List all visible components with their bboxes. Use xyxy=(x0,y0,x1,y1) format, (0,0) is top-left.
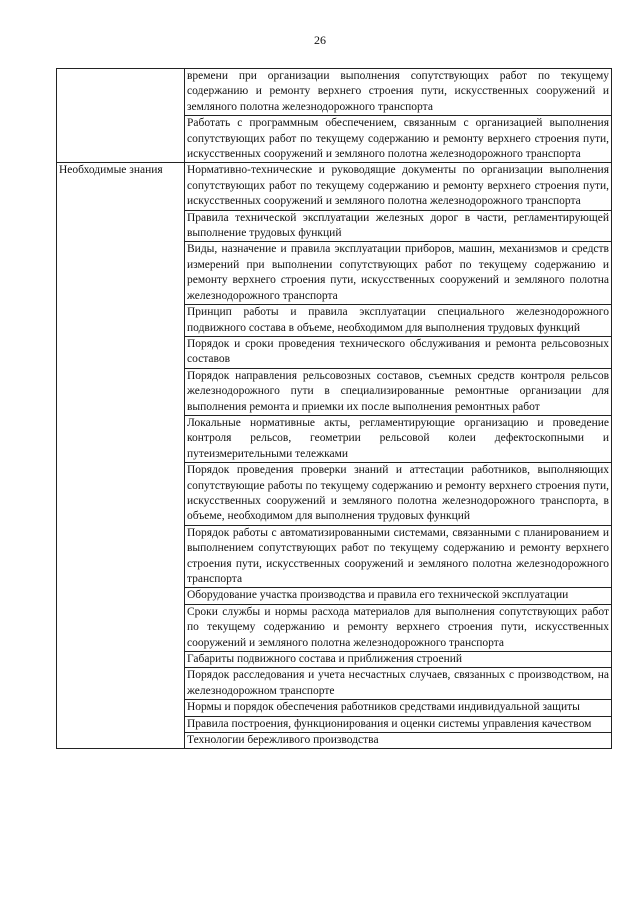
row-text: Порядок и сроки проведения технического обслуживания и ремонта рельсовозных составов xyxy=(185,336,612,368)
row-text: Правила технической эксплуатации железных дорог в части, регламентирующей выполнение трудовых функций xyxy=(185,210,612,242)
row-text: Принцип работы и правила эксплуатации специального железнодорожного подвижного состава в объеме, необходимом для выполнения трудовых функций xyxy=(185,305,612,337)
row-text: Сроки службы и нормы расхода материалов для выполнения сопутствующих работ по текущему содержанию и ремонту верхнего строения пути, искусственных сооружений и земляного полотна железнодорожного транспорта xyxy=(185,604,612,651)
row-text: Порядок направления рельсовозных составов, съемных средств контроля рельсов железнодорожного пути в специализированные ремонтные организации для выполнения ремонта и приемки их после выполнения ремонтных работ xyxy=(185,368,612,415)
row-text: Локальные нормативные акты, регламентирующие организацию и проведение контроля рельсов, геометрии рельсовой колеи дефектоскопными и путеизмерительными тележками xyxy=(185,415,612,462)
table-row xyxy=(57,69,612,116)
row-text: Порядок работы с автоматизированными системами, связанными с планированием и выполнением сопутствующих работ по текущему содержанию и ремонту верхнего строения пути, искусственных сооружений и земляного полотна железнодорожного транспорта xyxy=(185,525,612,588)
table-row xyxy=(57,163,612,210)
row-label xyxy=(57,69,185,163)
section-label-required-knowledge: Необходимые знания xyxy=(57,163,185,749)
row-text: Нормы и порядок обеспечения работников средствами индивидуальной защиты xyxy=(185,700,612,716)
knowledge-table xyxy=(56,68,612,749)
row-text: Работать с программным обеспечением, связанным с организацией выполнения сопутствующих работ по текущему содержанию и ремонту верхнего строения пути, искусственных сооружений и земляного полотна железнодорожного транспорта xyxy=(185,116,612,163)
row-text: Нормативно-технические и руководящие документы по организации выполнения сопутствующих работ по текущему содержанию и ремонту верхнего строения пути, искусственных сооружений и земляного полотна железнодорожного транспорта xyxy=(185,163,612,210)
row-text: Габариты подвижного состава и приближения строений xyxy=(185,652,612,668)
row-text: Виды, назначение и правила эксплуатации приборов, машин, механизмов и средств измерений при выполнении сопутствующих работ по текущему содержанию и ремонту верхнего строения пути, искусственных сооружений и земляного полотна железнодорожного транспорта xyxy=(185,242,612,305)
row-text: Технологии бережливого производства xyxy=(185,733,612,749)
row-text: Правила построения, функционирования и оценки системы управления качеством xyxy=(185,716,612,732)
row-text: времени при организации выполнения сопутствующих работ по текущему содержанию и ремонту верхнего строения пути, искусственных сооружений и земляного полотна железнодорожного транспорта xyxy=(185,69,612,116)
row-text: Оборудование участка производства и правила его технической эксплуатации xyxy=(185,588,612,604)
row-text: Порядок расследования и учета несчастных случаев, связанных с производством, на железнодорожном транспорте xyxy=(185,668,612,700)
page-number: 26 xyxy=(314,33,326,47)
row-text: Порядок проведения проверки знаний и аттестации работников, выполняющих сопутствующие работы по текущему содержанию и ремонту верхнего строения пути, искусственных сооружений и земляного полотна железнодорожного транспорта, в объеме, необходимом для выполнения трудовых функций xyxy=(185,463,612,526)
